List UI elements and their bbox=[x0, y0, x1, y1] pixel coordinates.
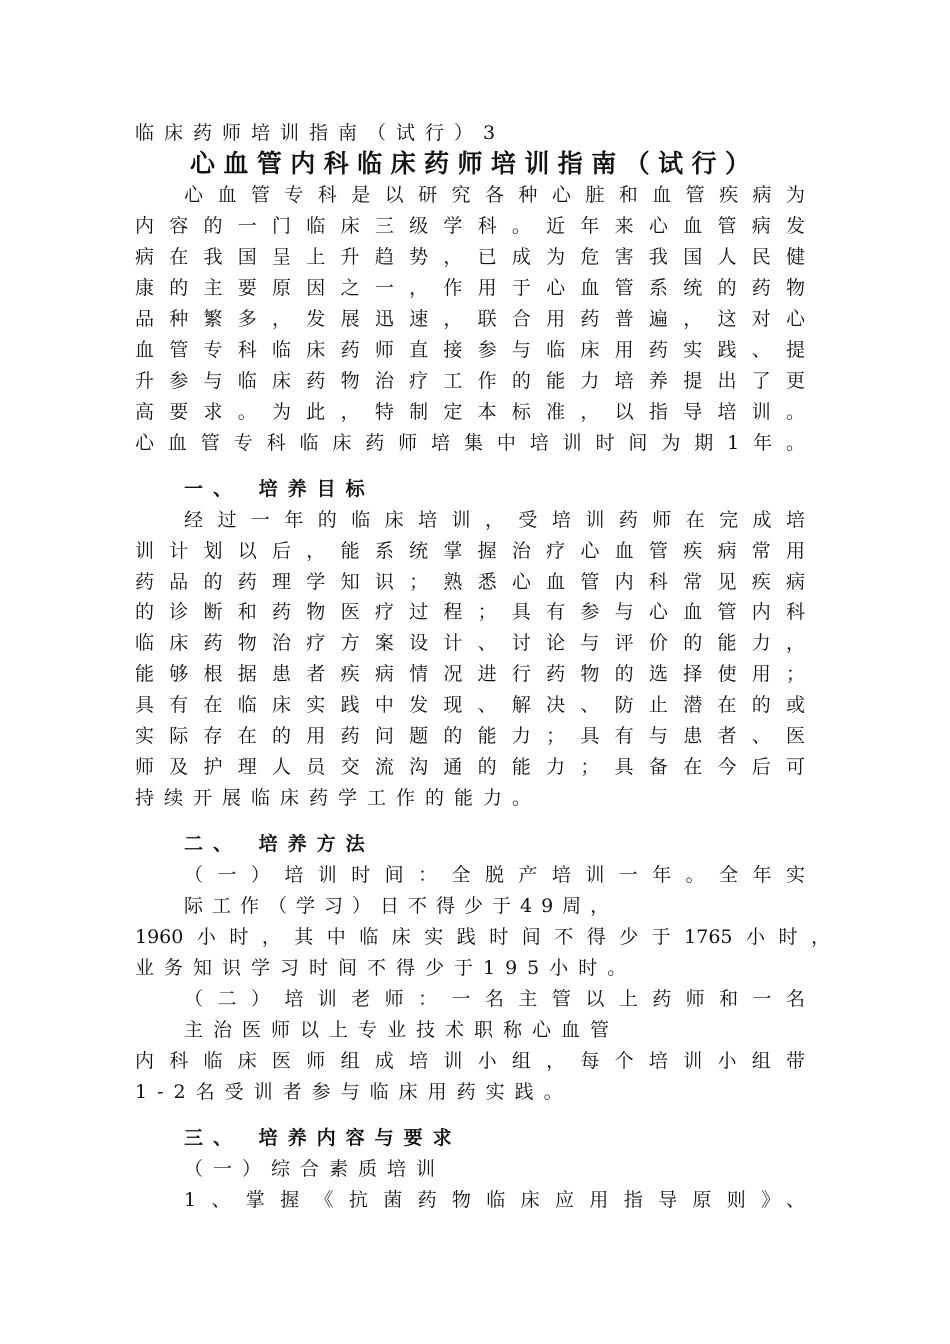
section1-line: 训计划以后，能系统掌握治疗心血管疾病常用 bbox=[135, 540, 805, 562]
intro-line: 康的主要原因之一，作用于心血管系统的药物 bbox=[135, 277, 805, 299]
section-heading-2: 二、 培养方法 bbox=[184, 833, 375, 855]
running-header: 临床药师培训指南（试行）3 bbox=[135, 122, 506, 144]
section-heading-1: 一、 培养目标 bbox=[184, 478, 375, 500]
section3-line: 1、掌握《抗菌药物临床应用指导原则》、 bbox=[184, 1189, 805, 1211]
intro-line: 品种繁多，发展迅速，联合用药普遍，这对心 bbox=[135, 308, 805, 330]
intro-line: 高要求。为此，特制定本标准，以指导培训。 bbox=[135, 401, 805, 423]
section2-line: 内科临床医师组成培训小组，每个培训小组带 bbox=[135, 1050, 805, 1072]
intro-line: 内容的一门临床三级学科。近年来心血管病发 bbox=[135, 215, 805, 237]
section2-line: 1-2名受训者参与临床用药实践。 bbox=[135, 1081, 573, 1103]
intro-line: 病在我国呈上升趋势，已成为危害我国人民健 bbox=[135, 246, 805, 268]
section2-line: （二）培训老师：一名主管以上药师和一名 bbox=[184, 988, 805, 1010]
section2-line: 业务知识学习时间不得少于195小时。 bbox=[135, 957, 637, 979]
section1-line: 实际存在的用药问题的能力；具有与患者、医 bbox=[135, 725, 805, 747]
intro-line: 心血管专科临床药师培集中培训时间为期1年。 bbox=[135, 432, 805, 454]
section2-line: 1960小时，其中临床实践时间不得少于1765小时， bbox=[135, 926, 830, 948]
section2-line: 主治医师以上专业技术职称心血管 bbox=[184, 1019, 620, 1041]
section1-line: 的诊断和药物医疗过程；具有参与心血管内科 bbox=[135, 601, 805, 623]
section1-line: 临床药物治疗方案设计、讨论与评价的能力， bbox=[135, 632, 805, 654]
intro-line: 心血管专科是以研究各种心脏和血管疾病为 bbox=[184, 184, 805, 206]
section1-line: 持续开展临床药学工作的能力。 bbox=[135, 787, 542, 809]
section1-line: 具有在临床实践中发现、解决、防止潜在的或 bbox=[135, 694, 805, 716]
section-heading-3: 三、 培养内容与要求 bbox=[184, 1127, 462, 1149]
section2-line: 际工作（学习）日不得少于49周， bbox=[184, 895, 619, 917]
section1-line: 经过一年的临床培训，受培训药师在完成培 bbox=[184, 509, 805, 531]
intro-line: 升参与临床药物治疗工作的能力培养提出了更 bbox=[135, 370, 805, 392]
section2-line: （一）培训时间：全脱产培训一年。全年实 bbox=[184, 864, 805, 886]
section1-line: 能够根据患者疾病情况进行药物的选择使用； bbox=[135, 663, 805, 685]
section1-line: 药品的药理学知识；熟悉心血管内科常见疾病 bbox=[135, 571, 805, 593]
section3-line: （一）综合素质培训 bbox=[184, 1158, 446, 1180]
section1-line: 师及护理人员交流沟通的能力；具备在今后可 bbox=[135, 756, 805, 778]
intro-line: 血管专科临床药师直接参与临床用药实践、提 bbox=[135, 339, 805, 361]
page-title: 心血管内科临床药师培训指南（试行） bbox=[190, 149, 750, 178]
